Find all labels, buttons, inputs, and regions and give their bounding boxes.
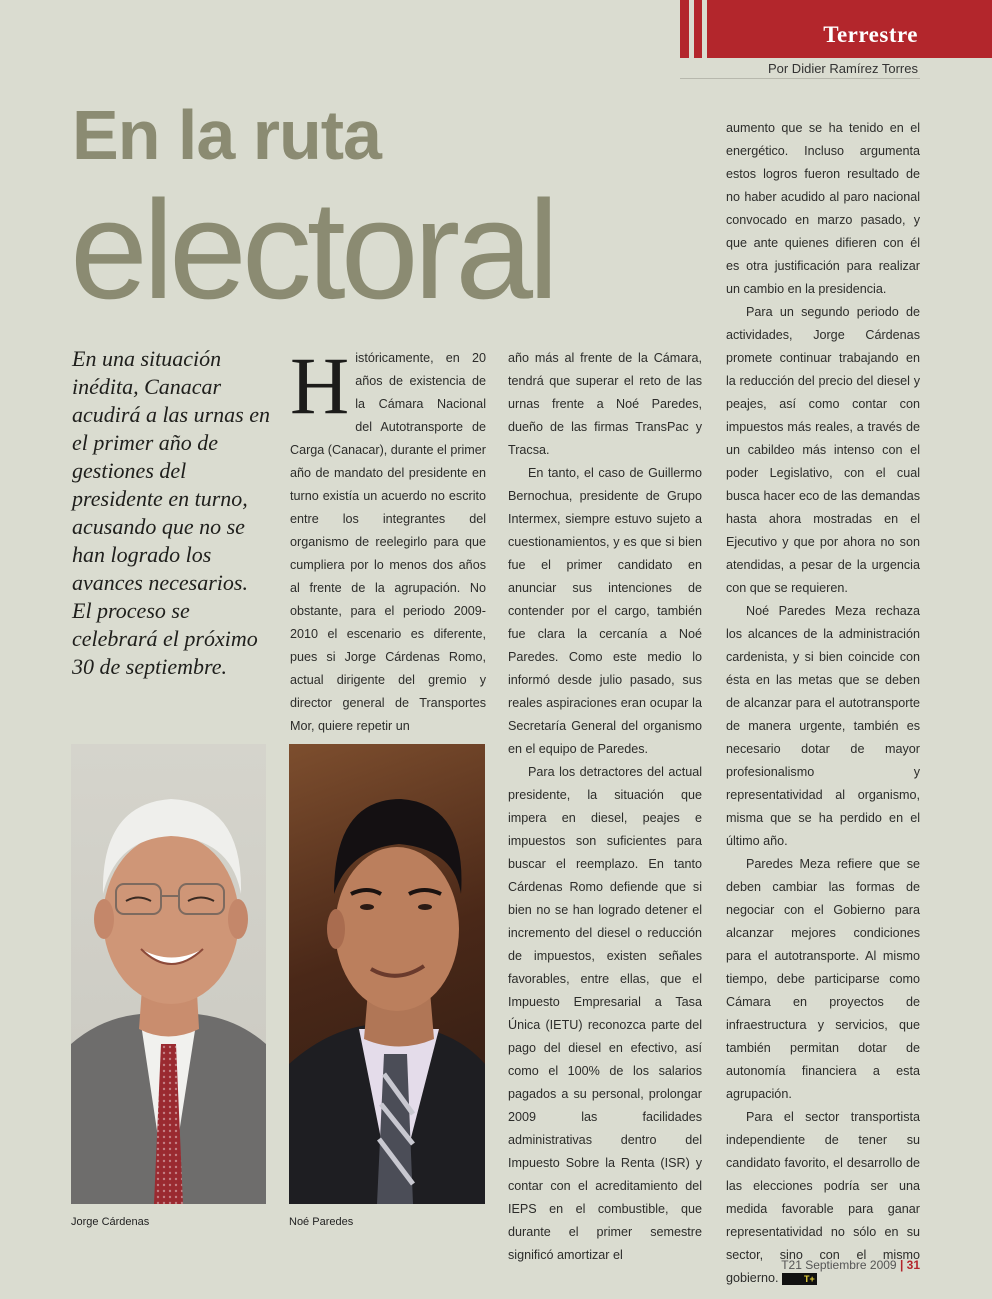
body-paragraph: Para los detractores del actual presidente, la situación que impera en diesel, peajes e impuestos son suficientes para buscar el reemplazo. En tanto Cárdenas Romo defiende que si bien no se han logrado detener el incremento del diesel o reducción de impuestos, existen señales favorables, entre ellas, que el Impuesto Empresarial a Tasa Única (IETU) reconozca parte del pago del diesel en efectivo, así como el 100% de los salarios pagados a su personal, prolongar 2009 las facilidades administrativas dentro del Impuesto Sobre la Renta (ISR) y contar con el acreditamiento del IEPS en el combustible, que durante el primer semestre significó amortizar el: [508, 765, 702, 1262]
portrait-photo-jorge-cardenas: [71, 744, 266, 1204]
article-column-3: [726, 117, 920, 1290]
body-paragraph: Noé Paredes Meza rechaza los alcances de la administración cardenista, y si bien coincide con ésta en las metas que se deben de alcanzar para el autotransporte de manera urgente, también es necesario dotar de mayor profesionalismo y representatividad al organismo, misma que se ha perdido en el último año.: [726, 604, 920, 848]
portrait-photo-noe-paredes: [289, 744, 485, 1204]
lede-paragraph: En una situación inédita, Canacar acudirá a las urnas en el primer año de gestiones del presidente en turno, acusando que no se han logrado los avances necesarios. El proceso se celebrará el próximo 30 de septiembre.: [72, 346, 270, 679]
portrait-illustration: [71, 744, 266, 1204]
page-number: 31: [906, 1258, 920, 1272]
byline-divider: [680, 78, 920, 79]
section-label: Terrestre: [823, 22, 918, 47]
body-paragraph: En tanto, el caso de Guillermo Bernochua, presidente de Grupo Intermex, siempre estuvo sujeto a cuestionamientos, y es que si bien fue el primer candidato en anunciar sus intenciones de contender por el cargo, también fue clara la cercanía a Noé Paredes. Como este medio lo informó desde julio pasado, sus reales aspiraciones eran ocupar la Secretaría General del organismo en el equipo de Paredes.: [508, 466, 702, 756]
photo-caption-1: Jorge Cárdenas: [71, 1216, 150, 1228]
closing-paragraph-text: Para el sector transportista independiente de tener su candidato favorito, el desarrollo de las elecciones podría ser una medida favorable para ganar representatividad no sólo en su sector, sino con el mismo gobierno.: [726, 1110, 920, 1285]
article-column-2: [508, 347, 702, 1267]
portrait-illustration: [289, 744, 485, 1204]
footer-separator: |: [899, 1258, 904, 1272]
headline-line-2: electoral: [70, 171, 555, 328]
byline: Por Didier Ramírez Torres: [767, 61, 918, 76]
body-paragraph: Para un segundo periodo de actividades, Jorge Cárdenas promete continuar trabajando en la reducción del precio del diesel y peajes, así como contar con impuestos más reales, a través de un cabildeo más intenso con el poder Legislativo, con el cual busca hacer eco de las demandas hasta ahora mostradas en el Ejecutivo y que por ahora no son atendidas, a pesar de la urgencia con que se requieren.: [726, 305, 920, 595]
body-paragraph: Paredes Meza refiere que se deben cambiar las formas de negociar con el Gobierno para alcanzar mejores condiciones para el autotransporte. Al mismo tiempo, debe participarse como Cámara en proyectos de infraestructura y servicios, que también permitan dotar de autonomía financiera a esta agrupación.: [726, 857, 920, 1101]
photo-caption-2: Noé Paredes: [289, 1216, 354, 1228]
body-paragraph: istóricamente, en 20 años de existencia de la Cámara Nacional del Autotransporte de Carga (Canacar), durante el primer año de mandato del presidente en turno existía un acuerdo no escrito entre los integrantes del organismo de reelegirlo para que cumpliera por lo menos dos años al frente de la agrupación. No obstante, para el periodo 2009-2010 el escenario es diferente, pues si Jorge Cárdenas Romo, actual dirigente del gremio y director general de Transportes Mor, quiere repetir un: [290, 351, 486, 733]
header-stripe: [680, 0, 689, 58]
end-mark-logo: T+: [782, 1273, 817, 1285]
article-column-1: [290, 340, 486, 738]
body-paragraph: aumento que se ha tenido en el energético. Incluso argumenta estos logros fueron resultado de no haber acudido al paro nacional convocado en marzo pasado, y que ante quienes difieren con él es otra justificación para realizar un cambio en la presidencia.: [726, 121, 920, 296]
headline-line-1: En la ruta: [72, 96, 381, 174]
issue-label: T21 Septiembre 2009: [781, 1258, 897, 1272]
page-footer: [781, 1258, 920, 1272]
body-paragraph: año más al frente de la Cámara, tendrá que superar el reto de las urnas frente a Noé Paredes, dueño de las firmas TransPac y Tracsa.: [508, 351, 702, 457]
header-stripe: [694, 0, 702, 58]
drop-cap: H: [290, 340, 350, 431]
